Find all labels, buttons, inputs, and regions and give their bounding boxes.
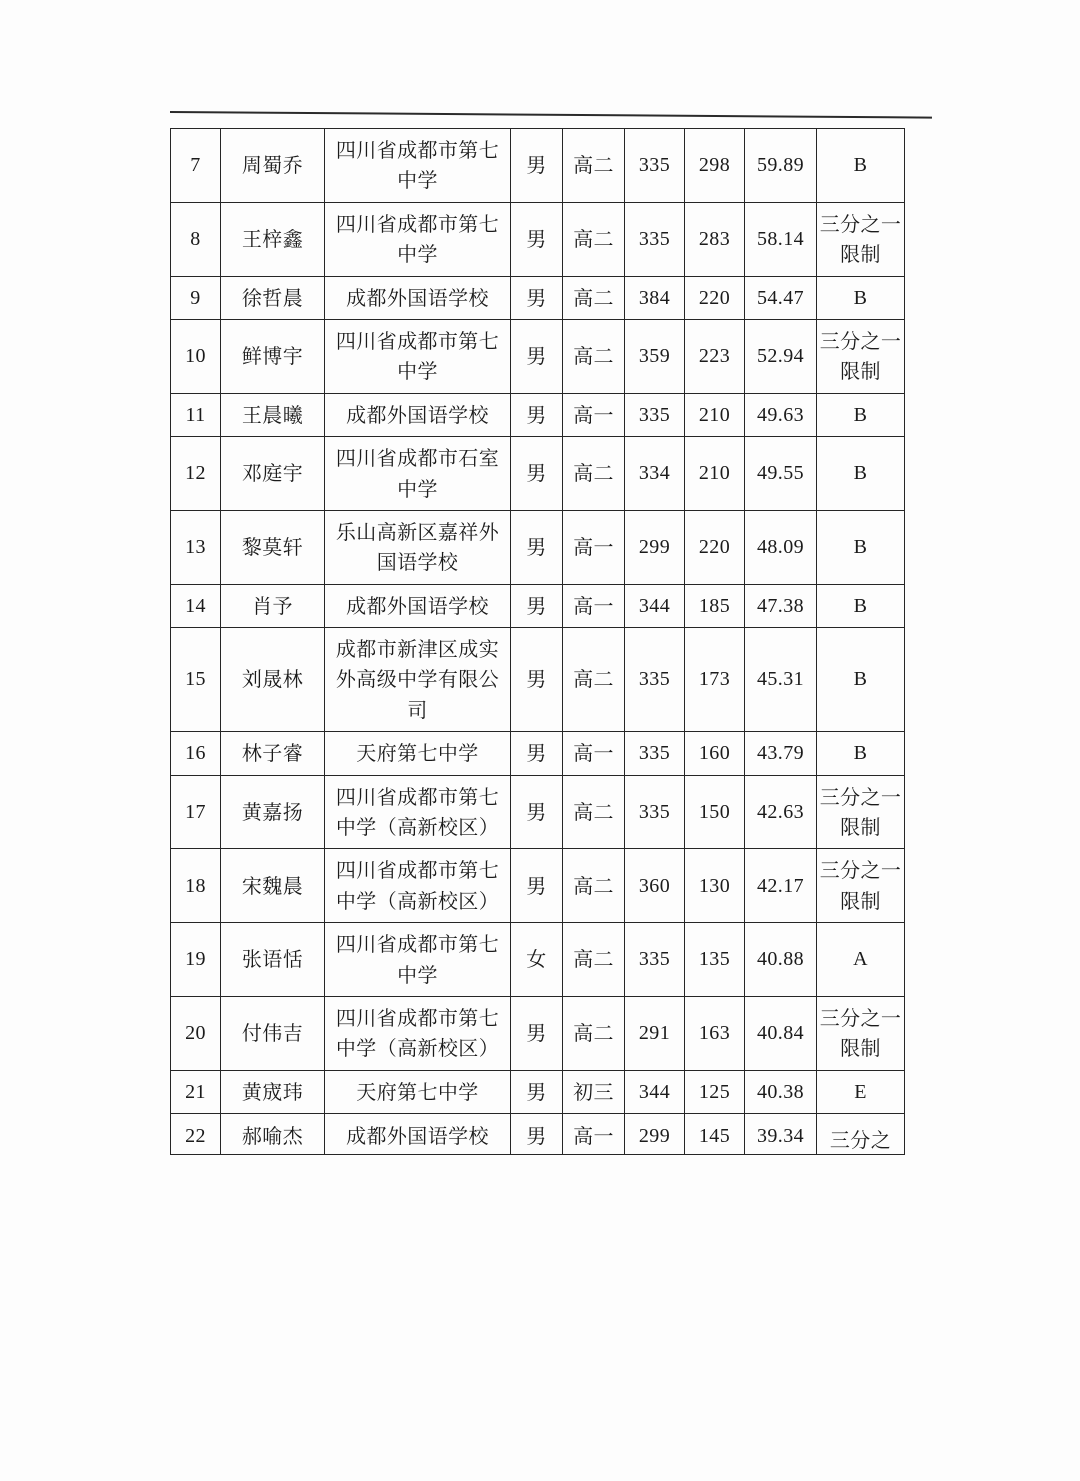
cell-score3: 42.63 bbox=[745, 775, 817, 849]
cell-category: 三分之一限制 bbox=[817, 319, 905, 393]
cell-school: 天府第七中学 bbox=[325, 1070, 511, 1113]
cell-category: 三分之一限制 bbox=[817, 775, 905, 849]
cell-rank: 18 bbox=[171, 849, 221, 923]
table-row bbox=[171, 276, 905, 319]
cell-grade: 高二 bbox=[563, 996, 625, 1070]
cell-category: B bbox=[817, 393, 905, 436]
cell-gender: 男 bbox=[511, 849, 563, 923]
cell-rank: 13 bbox=[171, 510, 221, 584]
cell-score1: 344 bbox=[625, 1070, 685, 1113]
cell-score1: 384 bbox=[625, 276, 685, 319]
cell-category: B bbox=[817, 510, 905, 584]
cell-score2: 135 bbox=[685, 923, 745, 997]
cell-school: 成都外国语学校 bbox=[325, 1114, 511, 1155]
cell-rank: 11 bbox=[171, 393, 221, 436]
cell-score3: 58.14 bbox=[745, 202, 817, 276]
cell-school: 天府第七中学 bbox=[325, 732, 511, 775]
cell-grade: 高二 bbox=[563, 276, 625, 319]
cell-score2: 125 bbox=[685, 1070, 745, 1113]
cell-score1: 335 bbox=[625, 202, 685, 276]
cell-name: 付伟吉 bbox=[221, 996, 325, 1070]
header-rule bbox=[170, 111, 932, 119]
cell-rank: 8 bbox=[171, 202, 221, 276]
cell-score1: 344 bbox=[625, 584, 685, 627]
table-row bbox=[171, 1070, 905, 1113]
cell-gender: 男 bbox=[511, 510, 563, 584]
table-row bbox=[171, 584, 905, 627]
cell-category: 三分之一限制 bbox=[817, 202, 905, 276]
cell-score3: 49.63 bbox=[745, 393, 817, 436]
cell-score3: 47.38 bbox=[745, 584, 817, 627]
cell-school: 四川省成都市第七中学 bbox=[325, 129, 511, 203]
cell-grade: 高二 bbox=[563, 319, 625, 393]
cell-gender: 女 bbox=[511, 923, 563, 997]
cell-category: B bbox=[817, 437, 905, 511]
cell-gender: 男 bbox=[511, 1070, 563, 1113]
cell-score3: 52.94 bbox=[745, 319, 817, 393]
cell-name: 王晨曦 bbox=[221, 393, 325, 436]
cell-score1: 335 bbox=[625, 628, 685, 732]
cell-category: 三分之一限制 bbox=[817, 996, 905, 1070]
cell-rank: 15 bbox=[171, 628, 221, 732]
roster-table-body bbox=[171, 129, 905, 1155]
table-row bbox=[171, 319, 905, 393]
cell-name: 鲜博宇 bbox=[221, 319, 325, 393]
cell-gender: 男 bbox=[511, 202, 563, 276]
cell-rank: 12 bbox=[171, 437, 221, 511]
cell-score1: 334 bbox=[625, 437, 685, 511]
cell-gender: 男 bbox=[511, 775, 563, 849]
cell-score2: 210 bbox=[685, 393, 745, 436]
cell-score1: 299 bbox=[625, 510, 685, 584]
cell-school: 四川省成都市第七中学（高新校区） bbox=[325, 775, 511, 849]
cell-score2: 130 bbox=[685, 849, 745, 923]
cell-grade: 高二 bbox=[563, 437, 625, 511]
table-row bbox=[171, 129, 905, 203]
cell-gender: 男 bbox=[511, 129, 563, 203]
cell-school: 成都外国语学校 bbox=[325, 276, 511, 319]
table-row bbox=[171, 732, 905, 775]
cell-score1: 299 bbox=[625, 1114, 685, 1155]
cell-grade: 初三 bbox=[563, 1070, 625, 1113]
table-row bbox=[171, 996, 905, 1070]
cell-name: 黎莫轩 bbox=[221, 510, 325, 584]
cell-category: B bbox=[817, 129, 905, 203]
cell-category: 三分之一限制 bbox=[817, 849, 905, 923]
cell-gender: 男 bbox=[511, 732, 563, 775]
cell-school: 乐山高新区嘉祥外国语学校 bbox=[325, 510, 511, 584]
cell-score2: 173 bbox=[685, 628, 745, 732]
cell-category: B bbox=[817, 276, 905, 319]
cell-score3: 40.88 bbox=[745, 923, 817, 997]
cell-score1: 335 bbox=[625, 393, 685, 436]
cell-score1: 335 bbox=[625, 775, 685, 849]
cell-score3: 59.89 bbox=[745, 129, 817, 203]
cell-name: 林子睿 bbox=[221, 732, 325, 775]
cell-category: 三分之 bbox=[817, 1114, 905, 1155]
cell-gender: 男 bbox=[511, 1114, 563, 1155]
cell-score3: 48.09 bbox=[745, 510, 817, 584]
cell-name: 周蜀乔 bbox=[221, 129, 325, 203]
cell-score1: 360 bbox=[625, 849, 685, 923]
cell-gender: 男 bbox=[511, 393, 563, 436]
cell-score2: 223 bbox=[685, 319, 745, 393]
cell-school: 四川省成都市第七中学 bbox=[325, 319, 511, 393]
cell-score2: 160 bbox=[685, 732, 745, 775]
cell-score2: 220 bbox=[685, 276, 745, 319]
cell-category: B bbox=[817, 628, 905, 732]
cell-gender: 男 bbox=[511, 628, 563, 732]
cell-name: 徐哲晨 bbox=[221, 276, 325, 319]
cell-score2: 210 bbox=[685, 437, 745, 511]
cell-score2: 145 bbox=[685, 1114, 745, 1155]
cell-rank: 7 bbox=[171, 129, 221, 203]
cell-category: B bbox=[817, 732, 905, 775]
cell-rank: 14 bbox=[171, 584, 221, 627]
cell-score1: 335 bbox=[625, 732, 685, 775]
cell-rank: 20 bbox=[171, 996, 221, 1070]
table-row bbox=[171, 923, 905, 997]
cell-school: 四川省成都市第七中学 bbox=[325, 923, 511, 997]
cell-name: 黄宬玮 bbox=[221, 1070, 325, 1113]
cell-category: B bbox=[817, 584, 905, 627]
cell-name: 张语恬 bbox=[221, 923, 325, 997]
roster-table-container bbox=[170, 128, 904, 1155]
cell-gender: 男 bbox=[511, 276, 563, 319]
cell-name: 刘晟林 bbox=[221, 628, 325, 732]
cell-grade: 高二 bbox=[563, 775, 625, 849]
cell-gender: 男 bbox=[511, 584, 563, 627]
cell-grade: 高二 bbox=[563, 923, 625, 997]
cell-score3: 49.55 bbox=[745, 437, 817, 511]
cell-score3: 54.47 bbox=[745, 276, 817, 319]
table-row bbox=[171, 628, 905, 732]
cell-school: 成都市新津区成实外高级中学有限公司 bbox=[325, 628, 511, 732]
cell-school: 四川省成都市石室中学 bbox=[325, 437, 511, 511]
cell-score2: 163 bbox=[685, 996, 745, 1070]
cell-name: 黄嘉扬 bbox=[221, 775, 325, 849]
cell-grade: 高一 bbox=[563, 1114, 625, 1155]
cell-score3: 43.79 bbox=[745, 732, 817, 775]
cell-rank: 9 bbox=[171, 276, 221, 319]
cell-score3: 39.34 bbox=[745, 1114, 817, 1155]
table-row bbox=[171, 437, 905, 511]
cell-school: 四川省成都市第七中学 bbox=[325, 202, 511, 276]
table-row bbox=[171, 202, 905, 276]
cell-grade: 高二 bbox=[563, 849, 625, 923]
cell-score3: 40.84 bbox=[745, 996, 817, 1070]
cell-grade: 高二 bbox=[563, 202, 625, 276]
cell-rank: 21 bbox=[171, 1070, 221, 1113]
table-row bbox=[171, 849, 905, 923]
cell-rank: 10 bbox=[171, 319, 221, 393]
cell-grade: 高二 bbox=[563, 129, 625, 203]
cell-score2: 283 bbox=[685, 202, 745, 276]
cell-score2: 220 bbox=[685, 510, 745, 584]
cell-school: 成都外国语学校 bbox=[325, 584, 511, 627]
cell-score1: 335 bbox=[625, 129, 685, 203]
cell-name: 宋魏晨 bbox=[221, 849, 325, 923]
cell-category: E bbox=[817, 1070, 905, 1113]
cell-name: 郝喻杰 bbox=[221, 1114, 325, 1155]
cell-score3: 45.31 bbox=[745, 628, 817, 732]
cell-school: 四川省成都市第七中学（高新校区） bbox=[325, 849, 511, 923]
cell-school: 四川省成都市第七中学（高新校区） bbox=[325, 996, 511, 1070]
cell-name: 王梓鑫 bbox=[221, 202, 325, 276]
table-row bbox=[171, 775, 905, 849]
cell-score2: 150 bbox=[685, 775, 745, 849]
cell-score2: 185 bbox=[685, 584, 745, 627]
cell-grade: 高一 bbox=[563, 393, 625, 436]
cell-score2: 298 bbox=[685, 129, 745, 203]
cell-grade: 高二 bbox=[563, 628, 625, 732]
cell-score3: 40.38 bbox=[745, 1070, 817, 1113]
cell-name: 肖予 bbox=[221, 584, 325, 627]
cell-score1: 359 bbox=[625, 319, 685, 393]
table-row bbox=[171, 510, 905, 584]
cell-name: 邓庭宇 bbox=[221, 437, 325, 511]
cell-rank: 17 bbox=[171, 775, 221, 849]
cell-category: A bbox=[817, 923, 905, 997]
table-row bbox=[171, 1114, 905, 1155]
cell-score3: 42.17 bbox=[745, 849, 817, 923]
roster-table bbox=[170, 128, 905, 1155]
cell-gender: 男 bbox=[511, 437, 563, 511]
cell-rank: 22 bbox=[171, 1114, 221, 1155]
cell-grade: 高一 bbox=[563, 732, 625, 775]
cell-gender: 男 bbox=[511, 319, 563, 393]
cell-gender: 男 bbox=[511, 996, 563, 1070]
cell-grade: 高一 bbox=[563, 584, 625, 627]
cell-grade: 高一 bbox=[563, 510, 625, 584]
table-row bbox=[171, 393, 905, 436]
cell-score1: 335 bbox=[625, 923, 685, 997]
cell-rank: 16 bbox=[171, 732, 221, 775]
cell-score1: 291 bbox=[625, 996, 685, 1070]
cell-school: 成都外国语学校 bbox=[325, 393, 511, 436]
cell-rank: 19 bbox=[171, 923, 221, 997]
